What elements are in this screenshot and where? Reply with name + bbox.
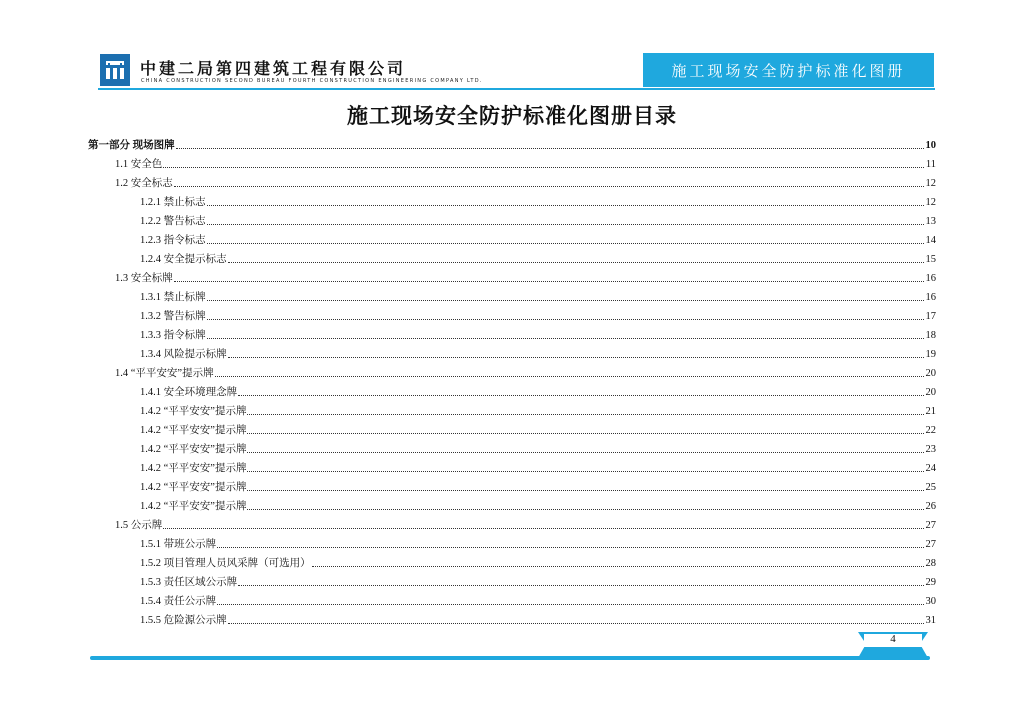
toc-page-number: 31	[925, 615, 936, 626]
toc-leader	[207, 242, 924, 244]
toc-label: 1.3.4 风险提示标牌	[140, 349, 227, 360]
toc-entry[interactable]	[140, 401, 936, 418]
toc-entry[interactable]	[140, 211, 936, 228]
toc-entry[interactable]	[115, 515, 936, 532]
toc-leader	[207, 204, 924, 206]
header-divider	[98, 88, 935, 90]
toc-entry[interactable]	[140, 458, 936, 475]
toc-leader	[207, 299, 924, 301]
toc-page-number: 30	[925, 596, 936, 607]
cscec-logo-icon	[103, 58, 127, 82]
toc-leader	[228, 356, 924, 358]
toc-leader	[247, 451, 923, 453]
toc-leader	[247, 508, 923, 510]
toc-entry[interactable]	[140, 287, 936, 304]
toc-leader	[238, 584, 923, 586]
company-name: 中建二局第四建筑工程有限公司	[140, 59, 407, 78]
toc-entry[interactable]	[140, 439, 936, 456]
toc-page-number: 28	[925, 558, 936, 569]
toc-page-number: 13	[925, 216, 936, 227]
toc-entry[interactable]	[115, 363, 936, 380]
toc-entry[interactable]	[140, 534, 936, 551]
toc-label: 1.4.2 “平平安安”提示牌	[140, 463, 247, 474]
toc-entry[interactable]	[140, 306, 936, 323]
toc-page-number: 27	[925, 520, 936, 531]
toc-entry[interactable]	[140, 610, 936, 627]
header-badge: 施工现场安全防护标准化图册	[643, 53, 934, 87]
toc-page-number: 15	[925, 254, 936, 265]
toc-leader	[174, 280, 924, 282]
toc-leader	[247, 413, 923, 415]
toc-leader	[312, 565, 924, 567]
toc-page-number: 20	[925, 387, 936, 398]
toc-leader	[228, 622, 924, 624]
toc-label: 1.4.2 “平平安安”提示牌	[140, 482, 247, 493]
toc-label: 1.3.3 指令标牌	[140, 330, 206, 341]
toc-label: 1.4.2 “平平安安”提示牌	[140, 444, 247, 455]
page-number: 4	[890, 633, 896, 645]
toc-entry[interactable]	[115, 173, 936, 190]
toc-entry[interactable]	[140, 496, 936, 513]
toc-entry[interactable]	[140, 477, 936, 494]
toc-entry[interactable]	[115, 154, 936, 171]
toc-page-number: 22	[925, 425, 936, 436]
toc-page-number: 25	[925, 482, 936, 493]
toc-page-number: 27	[925, 539, 936, 550]
toc-leader	[238, 394, 923, 396]
company-name-english: CHINA CONSTRUCTION SECOND BUREAU FOURTH CONSTRUCTION ENGINEERING COMPANY LTD.	[141, 78, 483, 84]
toc-page-number: 10	[925, 140, 936, 151]
toc-entry[interactable]	[140, 325, 936, 342]
page-title: 施工现场安全防护标准化图册目录	[347, 104, 677, 128]
toc-leader	[207, 223, 924, 225]
toc-leader	[247, 432, 923, 434]
toc-page-number: 24	[925, 463, 936, 474]
toc-entry[interactable]	[140, 249, 936, 266]
toc-label: 1.4.2 “平平安安”提示牌	[140, 501, 247, 512]
toc-entry[interactable]	[140, 591, 936, 608]
toc-label: 1.2.3 指令标志	[140, 235, 206, 246]
toc-leader	[215, 375, 924, 377]
toc-label: 1.3.1 禁止标牌	[140, 292, 206, 303]
toc-page-number: 16	[925, 292, 936, 303]
toc-page-number: 23	[925, 444, 936, 455]
toc-leader	[217, 546, 923, 548]
toc-label: 1.3 安全标牌	[115, 273, 173, 284]
toc-entry[interactable]	[115, 268, 936, 285]
toc-label: 1.5.4 责任公示牌	[140, 596, 217, 607]
toc-label: 1.1 安全色	[115, 159, 163, 170]
toc-label: 1.4.2 “平平安安”提示牌	[140, 406, 247, 417]
toc-page-number: 19	[925, 349, 936, 360]
toc-label: 1.2.1 禁止标志	[140, 197, 206, 208]
toc-entry[interactable]	[140, 344, 936, 361]
toc-leader	[176, 147, 924, 149]
toc-page-number: 11	[925, 159, 936, 170]
toc-leader	[207, 337, 924, 339]
toc-leader	[174, 185, 924, 187]
toc-page-number: 14	[925, 235, 936, 246]
toc-label: 1.2.4 安全提示标志	[140, 254, 227, 265]
toc-page-number: 18	[925, 330, 936, 341]
toc-label: 1.4 “平平安安”提示牌	[115, 368, 214, 379]
toc-label: 1.5.2 项目管理人员风采牌（可选用）	[140, 558, 311, 569]
toc-page-number: 12	[925, 197, 936, 208]
toc-page-number: 21	[925, 406, 936, 417]
toc-label: 1.4.1 安全环境理念牌	[140, 387, 238, 398]
toc-leader	[207, 318, 924, 320]
company-logo-icon	[100, 54, 130, 86]
toc-leader	[217, 603, 923, 605]
toc-leader	[228, 261, 924, 263]
footer-divider	[90, 656, 930, 660]
toc-page-number: 17	[925, 311, 936, 322]
toc-entry[interactable]	[140, 420, 936, 437]
toc-label: 1.2 安全标志	[115, 178, 173, 189]
toc-leader	[247, 470, 923, 472]
toc-page-number: 20	[925, 368, 936, 379]
toc-leader	[163, 527, 923, 529]
toc-page-number: 16	[925, 273, 936, 284]
toc-entry[interactable]	[140, 382, 936, 399]
toc-page-number: 29	[925, 577, 936, 588]
toc-page-number: 26	[925, 501, 936, 512]
toc-label: 1.2.2 警告标志	[140, 216, 206, 227]
toc-label: 1.5.3 责任区域公示牌	[140, 577, 238, 588]
toc-entry[interactable]	[140, 230, 936, 247]
toc-leader	[247, 489, 923, 491]
toc-leader	[163, 166, 924, 168]
toc-entry[interactable]	[140, 553, 936, 570]
toc-page-number: 12	[925, 178, 936, 189]
toc-label: 1.4.2 “平平安安”提示牌	[140, 425, 247, 436]
toc-label: 1.5.5 危险源公示牌	[140, 615, 227, 626]
toc-label: 第一部分 现场图牌	[88, 140, 175, 151]
toc-entry[interactable]	[88, 135, 936, 152]
toc-label: 1.3.2 警告标牌	[140, 311, 206, 322]
toc-entry[interactable]	[140, 572, 936, 589]
toc-entry[interactable]	[140, 192, 936, 209]
toc-label: 1.5.1 带班公示牌	[140, 539, 217, 550]
toc-label: 1.5 公示牌	[115, 520, 163, 531]
